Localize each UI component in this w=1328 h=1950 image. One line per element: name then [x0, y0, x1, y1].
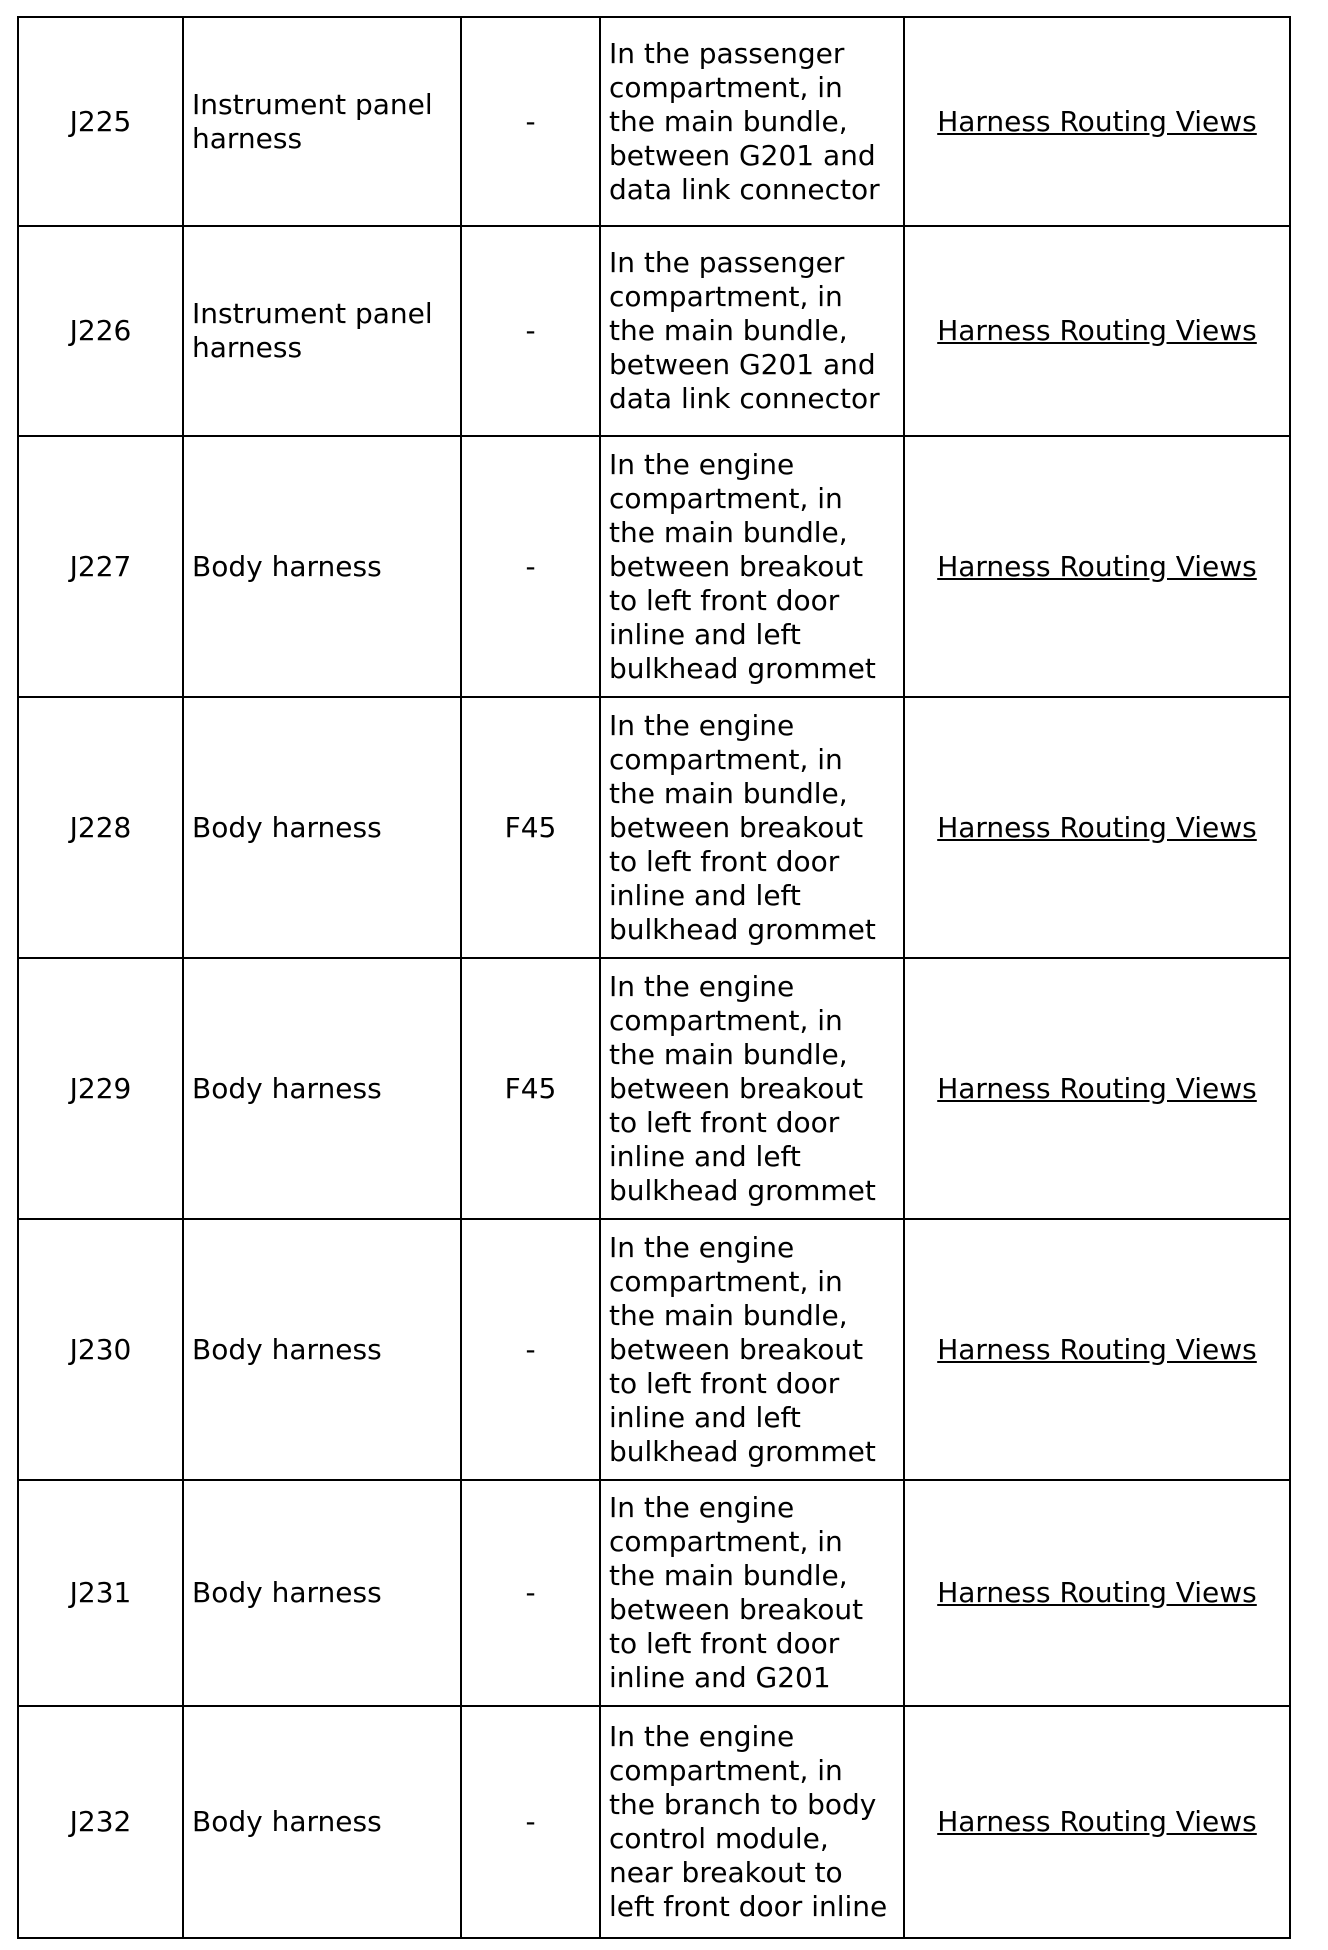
- location-cell: In the engine compartment, in the main bundle, between breakout to left front door inline and left bulkhead grommet: [600, 436, 904, 697]
- table-row: [18, 1480, 1290, 1706]
- fuse-cell: F45: [461, 958, 600, 1219]
- splice-id-cell: J230: [18, 1219, 183, 1480]
- splice-id-cell: J225: [18, 17, 183, 226]
- link-cell: [904, 1480, 1290, 1706]
- link-cell: [904, 436, 1290, 697]
- harness-cell: Body harness: [183, 697, 461, 958]
- location-cell: In the engine compartment, in the branch to body control module, near breakout to left front door inline: [600, 1706, 904, 1938]
- splice-id-cell: J232: [18, 1706, 183, 1938]
- table-row: [18, 226, 1290, 436]
- location-cell: In the engine compartment, in the main bundle, between breakout to left front door inline and left bulkhead grommet: [600, 958, 904, 1219]
- fuse-cell: F45: [461, 697, 600, 958]
- splice-id-cell: J226: [18, 226, 183, 436]
- link-cell: [904, 958, 1290, 1219]
- location-cell: In the passenger compartment, in the main bundle, between G201 and data link connector: [600, 17, 904, 226]
- fuse-cell: -: [461, 17, 600, 226]
- fuse-cell: -: [461, 226, 600, 436]
- link-cell: [904, 697, 1290, 958]
- harness-cell: Body harness: [183, 1219, 461, 1480]
- link-cell: [904, 1706, 1290, 1938]
- splice-id-cell: J231: [18, 1480, 183, 1706]
- table-row: [18, 1219, 1290, 1480]
- location-cell: In the passenger compartment, in the main bundle, between G201 and data link connector: [600, 226, 904, 436]
- harness-cell: Instrument panel harness: [183, 17, 461, 226]
- table-row: [18, 697, 1290, 958]
- harness-routing-views-link[interactable]: Harness Routing Views: [937, 1071, 1257, 1105]
- harness-routing-views-link[interactable]: Harness Routing Views: [937, 1805, 1257, 1838]
- harness-routing-views-link[interactable]: Harness Routing Views: [937, 104, 1257, 138]
- splice-id-cell: J227: [18, 436, 183, 697]
- fuse-cell: -: [461, 1219, 600, 1480]
- harness-cell: Body harness: [183, 1706, 461, 1938]
- harness-routing-views-link[interactable]: Harness Routing Views: [937, 314, 1257, 347]
- harness-routing-views-link[interactable]: Harness Routing Views: [937, 810, 1257, 844]
- link-cell: [904, 1219, 1290, 1480]
- fuse-cell: -: [461, 436, 600, 697]
- fuse-cell: -: [461, 1706, 600, 1938]
- link-cell: [904, 226, 1290, 436]
- harness-routing-views-link[interactable]: Harness Routing Views: [937, 549, 1257, 583]
- harness-cell: Body harness: [183, 958, 461, 1219]
- harness-routing-views-link[interactable]: Harness Routing Views: [937, 1576, 1257, 1609]
- location-cell: In the engine compartment, in the main bundle, between breakout to left front door inline and left bulkhead grommet: [600, 697, 904, 958]
- table-row: [18, 436, 1290, 697]
- harness-routing-views-link[interactable]: Harness Routing Views: [937, 1332, 1257, 1366]
- link-cell: [904, 17, 1290, 226]
- splice-id-cell: J229: [18, 958, 183, 1219]
- location-cell: In the engine compartment, in the main bundle, between breakout to left front door inline and left bulkhead grommet: [600, 1219, 904, 1480]
- harness-cell: Instrument panel harness: [183, 226, 461, 436]
- location-cell: In the engine compartment, in the main bundle, between breakout to left front door inline and G201: [600, 1480, 904, 1706]
- splice-id-cell: J228: [18, 697, 183, 958]
- harness-cell: Body harness: [183, 1480, 461, 1706]
- table-row: [18, 17, 1290, 226]
- splice-table: [17, 16, 1291, 1939]
- fuse-cell: -: [461, 1480, 600, 1706]
- harness-cell: Body harness: [183, 436, 461, 697]
- table-row: [18, 958, 1290, 1219]
- table-row: [18, 1706, 1290, 1938]
